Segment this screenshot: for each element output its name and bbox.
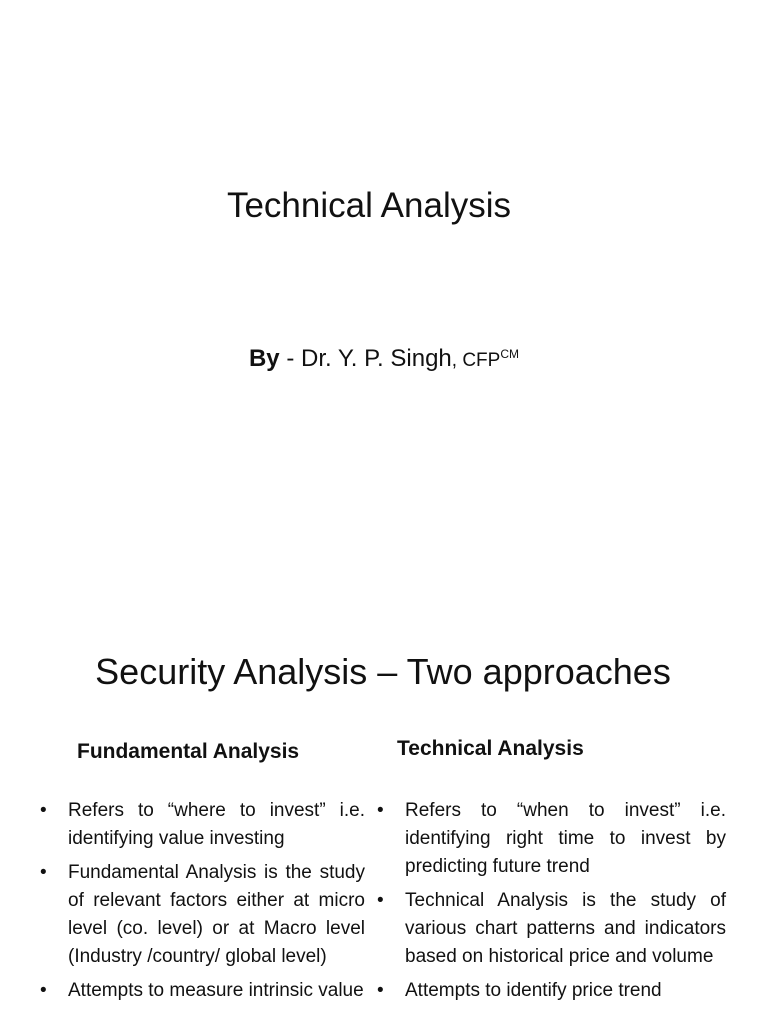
bullet-item: • Technical Analysis is the study of various chart patterns and indicators based on historical price and volume xyxy=(377,887,726,971)
slide-title: Security Analysis – Two approaches xyxy=(95,651,671,692)
bullet-item: • Attempts to identify price trend xyxy=(377,977,726,1005)
by-label: By xyxy=(248,345,280,372)
bullet-item: • Fundamental Analysis is the study of relevant factors either at micro level (co. level) or at Macro level (Industry /country/ global level) xyxy=(40,859,365,971)
fundamental-analysis-heading: Fundamental Analysis xyxy=(77,740,300,763)
technical-analysis-heading: Technical Analysis xyxy=(397,737,584,760)
bullet-item: • Refers to “where to invest” i.e. identifying value investing xyxy=(40,797,365,853)
bullet-item: • Attempts to measure intrinsic value xyxy=(40,977,365,1005)
credential-superscript: CM xyxy=(500,347,520,361)
technical-bullet-list xyxy=(377,797,726,1011)
author-credential: , CFP xyxy=(451,350,501,371)
bullet-item: • Refers to “when to invest” i.e. identifying right time to invest by predicting future trend xyxy=(377,797,726,881)
author-name: - Dr. Y. P. Singh xyxy=(279,345,452,372)
fundamental-bullet-list xyxy=(40,797,365,1011)
presentation-title: Technical Analysis xyxy=(226,186,512,225)
author-byline xyxy=(0,338,768,377)
